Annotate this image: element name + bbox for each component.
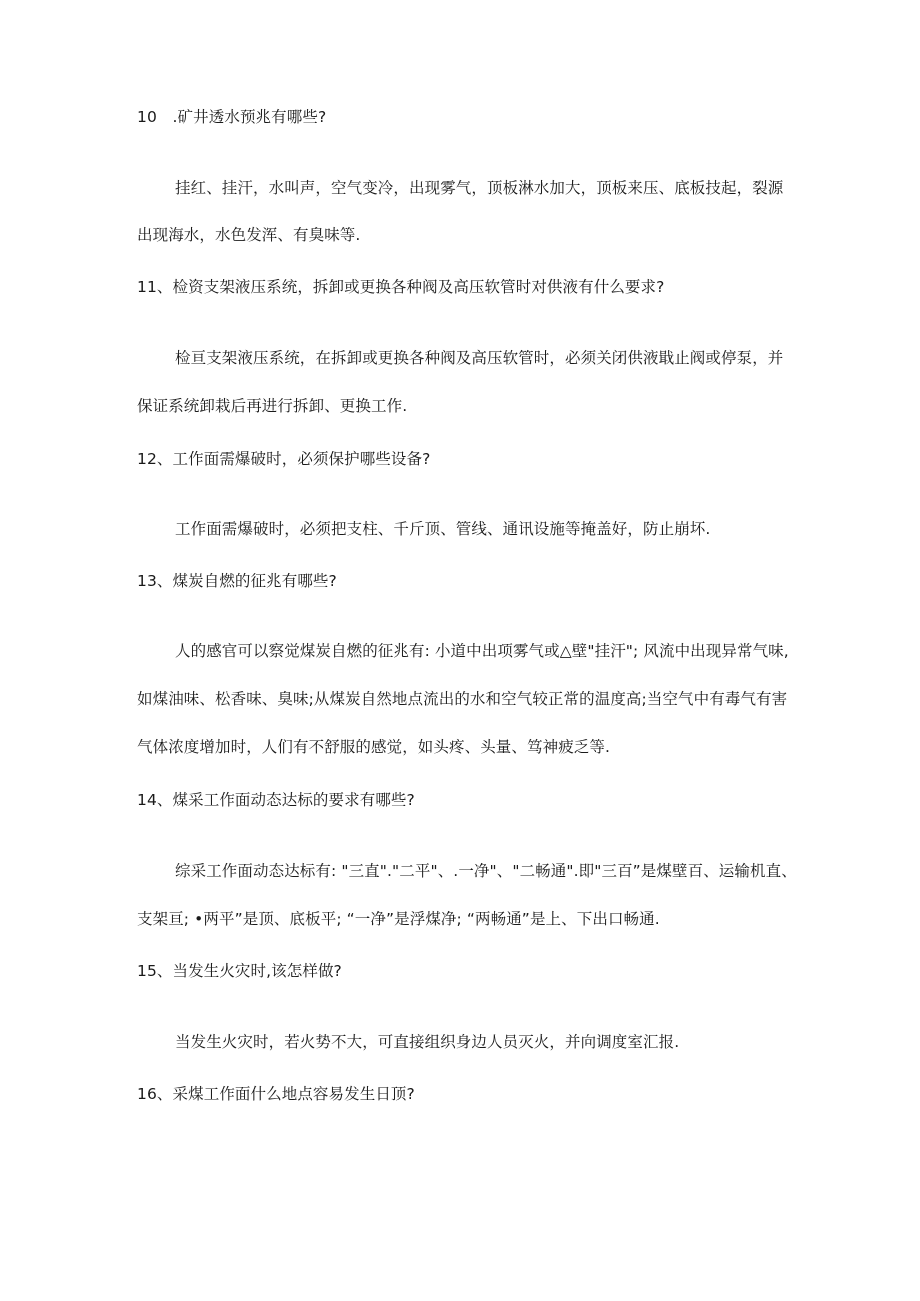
question-11: 11、检资支架液压系统，拆卸或更换各种阀及高压软管时对供液有什么要求?	[137, 278, 665, 296]
answer-13-line-1: 人的感官可以察觉煤炭自燃的征兆有: 小道中出项雾气或△壁"挂汗"; 风流中出现异常气味,	[175, 642, 789, 660]
question-16: 16、采煤工作面什么地点容易发生日顶?	[137, 1085, 415, 1103]
answer-11-line-2: 保证系统卸栽后再进行拆卸、更换工作.	[137, 397, 408, 415]
answer-13-line-3: 气体浓度增加时，人们有不舒服的感觉，如头疼、头量、笃神疲乏等.	[137, 738, 611, 756]
question-12: 12、工作面需爆破时，必须保护哪些设备?	[137, 450, 431, 468]
answer-15-line-1: 当发生火灾时，若火势不大，可直接组织身边人员灭火，并向调度室汇报.	[175, 1033, 680, 1051]
answer-11-line-1: 检亘支架液压系统，在拆卸或更换各种阀及高压软管时，必须关闭供液戢止阀或停泵，并	[175, 349, 784, 367]
question-13: 13、煤炭自燃的征兆有哪些?	[137, 572, 337, 590]
question-14: 14、煤采工作面动态达标的要求有哪些?	[137, 791, 415, 809]
answer-10-line-1: 挂红、挂汗，水叫声，空气变冷，出现雾气，顶板淋水加大，顶板来压、底板技起，裂源	[175, 179, 784, 197]
answer-12-line-1: 工作面需爆破时，必须把支柱、千斤顶、管线、通讯设施等掩盖好，防止崩坏.	[175, 520, 711, 538]
answer-10-line-2: 出现海水，水色发浑、有臭味等.	[137, 226, 361, 244]
question-10: 10 .矿井透水预兆有哪些?	[137, 108, 327, 126]
question-15: 15、当发生火灾时,该怎样做?	[137, 962, 342, 980]
answer-14-line-2: 支架亘; •两平”是顶、底板平; “一净”是浮煤净; “两畅通”是上、下出口畅通.	[137, 910, 660, 928]
answer-14-line-1: 综采工作面动态达标有: "三直"."二平"、.一净"、"二畅通".即"三百”是煤壁百、运输机直、	[175, 862, 797, 880]
answer-13-line-2: 如煤油味、松香味、臭味;从煤炭自然地点流出的水和空气较正常的温度高;当空气中有毒气有害	[137, 690, 788, 708]
